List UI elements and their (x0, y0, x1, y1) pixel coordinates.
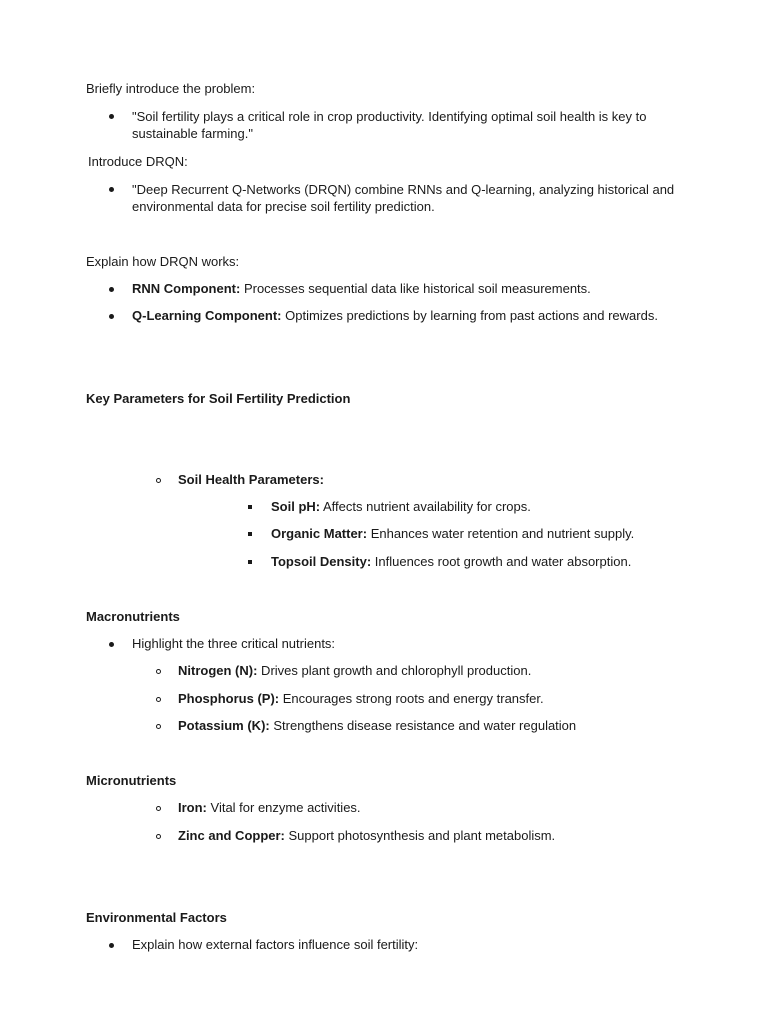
list-item (178, 799, 361, 816)
sub-list-label (178, 471, 324, 488)
list-item (178, 690, 544, 707)
macro-lead: Highlight the three critical nutrients: (132, 636, 336, 651)
item-desc: Influences root growth and water absorption. (371, 554, 632, 569)
item-term: Iron: (178, 800, 207, 815)
item-desc: Vital for enzyme activities. (206, 800, 361, 815)
list-item (271, 525, 634, 542)
section-heading: Key Parameters for Soil Fertility Prediction (86, 391, 351, 406)
item-desc: Affects nutrient availability for crops. (320, 499, 531, 514)
bullet-disc-icon (109, 187, 114, 192)
item-desc: Encourages strong roots and energy transfer. (279, 691, 544, 706)
item-desc: Enhances water retention and nutrient supply. (367, 526, 635, 541)
bullet-circle-icon (156, 806, 161, 811)
bullet-disc-icon (109, 314, 114, 319)
drqn-works-prompt: Explain how DRQN works: (86, 254, 240, 269)
item-term: Phosphorus (P): (178, 691, 280, 706)
bullet-disc-icon (109, 287, 114, 292)
list-item (178, 662, 531, 679)
list-item (271, 498, 531, 515)
item-term: RNN Component: (132, 281, 241, 296)
item-term: Topsoil Density: (271, 554, 372, 569)
section-heading: Macronutrients (86, 609, 180, 624)
bullet-circle-icon (156, 478, 161, 483)
list-item (132, 280, 692, 297)
item-term: Organic Matter: (271, 526, 368, 541)
bullet-circle-icon (156, 669, 161, 674)
item-term: Q-Learning Component: (132, 308, 282, 323)
item-desc: Drives plant growth and chlorophyll production. (257, 663, 532, 678)
bullet-square-icon (248, 505, 252, 509)
bullet-square-icon (248, 532, 252, 536)
bullet-disc-icon (109, 642, 114, 647)
bullet-square-icon (248, 560, 252, 564)
item-desc: Support photosynthesis and plant metabolism. (284, 828, 556, 843)
section-heading: Micronutrients (86, 773, 177, 788)
bullet-disc-icon (109, 114, 114, 119)
item-term: Soil pH: (271, 499, 321, 514)
list-item (132, 307, 692, 324)
bullet-disc-icon (109, 943, 114, 948)
list-item (178, 827, 555, 844)
item-term: Potassium (K): (178, 718, 270, 733)
intro-quote: "Soil fertility plays a critical role in crop productivity. Identifying optimal soil health is key to sustainable farming." (132, 109, 647, 141)
env-lead: Explain how external factors influence soil fertility: (132, 937, 419, 952)
bullet-circle-icon (156, 697, 161, 702)
bullet-circle-icon (156, 724, 161, 729)
item-desc: Processes sequential data like historical soil measurements. (240, 281, 591, 296)
item-term: Nitrogen (N): (178, 663, 258, 678)
list-item (271, 553, 631, 570)
item-term: Zinc and Copper: (178, 828, 285, 843)
drqn-intro-prompt: Introduce DRQN: (88, 154, 188, 169)
item-desc: Strengthens disease resistance and water regulation (269, 718, 577, 733)
soil-health-label: Soil Health Parameters: (178, 472, 324, 487)
intro-prompt: Briefly introduce the problem: (86, 81, 256, 96)
item-desc: Optimizes predictions by learning from past actions and rewards. (281, 308, 658, 323)
list-item (178, 717, 576, 734)
drqn-intro-quote: "Deep Recurrent Q-Networks (DRQN) combine RNNs and Q-learning, analyzing historical and environmental data for precise soil fertility prediction. (132, 182, 675, 214)
bullet-circle-icon (156, 834, 161, 839)
section-heading: Environmental Factors (86, 910, 227, 925)
